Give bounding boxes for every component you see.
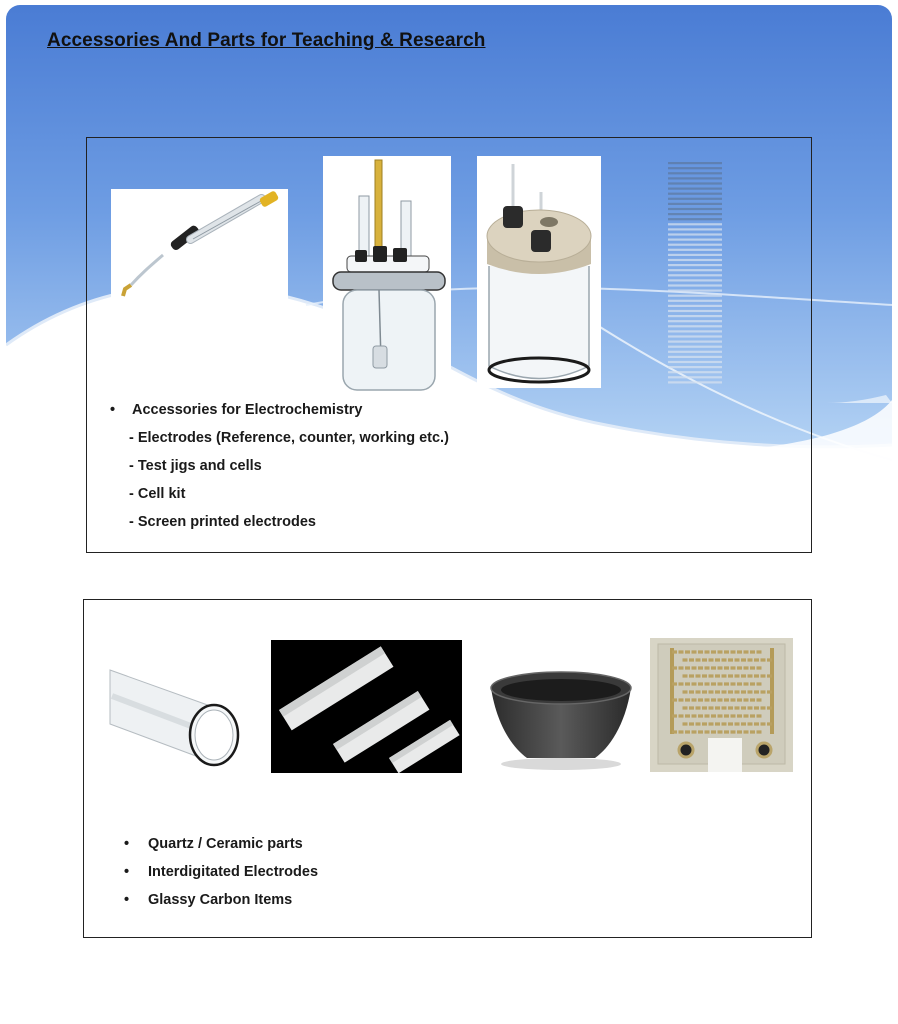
bullet-dot: • — [124, 892, 130, 908]
electrochemistry-list — [110, 401, 449, 541]
screen-printed-electrode-image — [666, 160, 724, 386]
list-item — [129, 457, 449, 485]
list-item — [129, 513, 449, 541]
bullet-dot: • — [124, 864, 130, 880]
bullet-dot: • — [110, 402, 116, 418]
list-item — [124, 835, 318, 863]
list-item-text: - Test jigs and cells — [129, 458, 262, 474]
list-item — [129, 485, 449, 513]
parts-list — [124, 835, 319, 919]
list-item — [129, 429, 449, 457]
interdigitated-electrode-image — [650, 638, 793, 772]
glassy-carbon-crucible-image — [487, 666, 633, 770]
list-item-text: - Cell kit — [129, 486, 186, 502]
list-item — [124, 891, 318, 919]
list-item-text: - Electrodes (Reference, counter, working etc.) — [129, 430, 449, 446]
ceramic-boats-image — [271, 640, 462, 773]
jacketed-glass-cell-image — [323, 156, 451, 396]
ptfe-lid-cell-image — [477, 156, 601, 388]
list-item — [110, 401, 449, 429]
electrochemistry-heading: Accessories for Electrochemistry — [132, 402, 363, 418]
bullet-dot: • — [124, 836, 130, 852]
list-item-text: Quartz / Ceramic parts — [148, 836, 303, 852]
page-title: Accessories And Parts for Teaching & Research — [47, 30, 486, 51]
list-item-text: - Screen printed electrodes — [129, 514, 316, 530]
list-item-text: Interdigitated Electrodes — [148, 864, 319, 880]
reference-electrode-image — [111, 189, 288, 309]
list-item — [124, 863, 319, 891]
list-item-text: Glassy Carbon Items — [148, 892, 293, 908]
quartz-tube-image — [108, 660, 243, 770]
